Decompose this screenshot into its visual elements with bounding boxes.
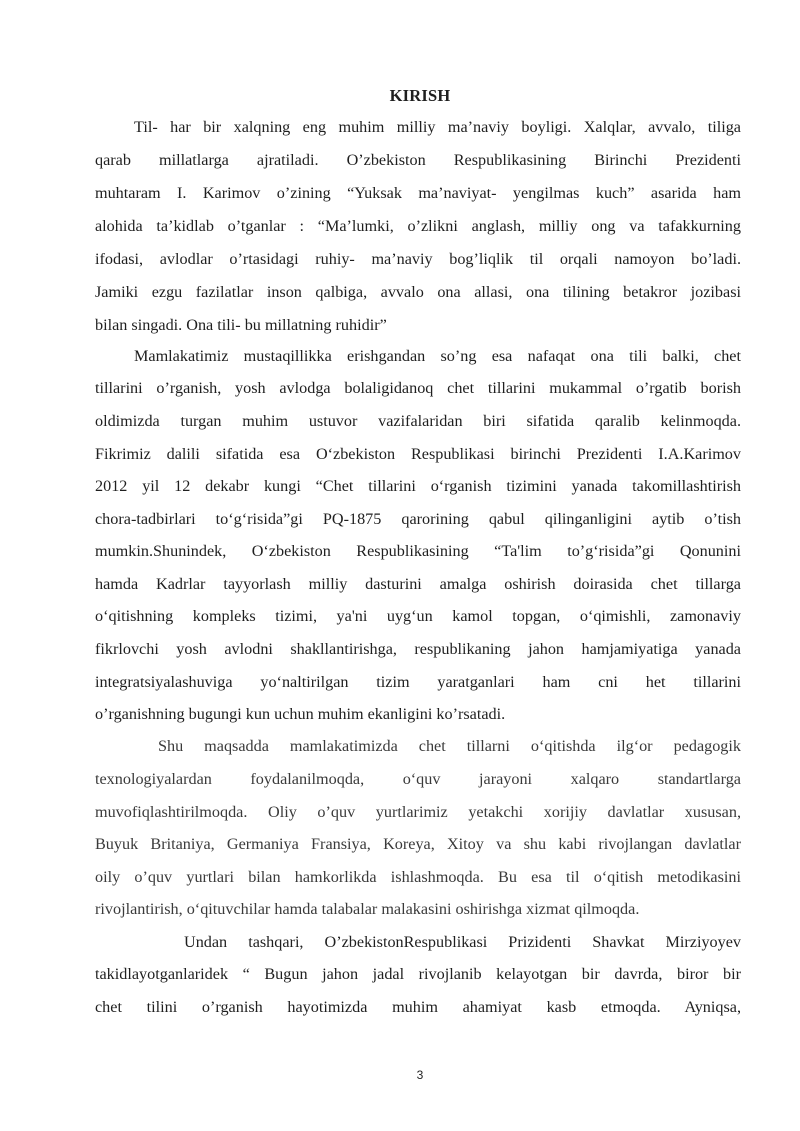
text-line: takidlayotganlaridek “ Bugun jahon jadal rivojlanib kelayotgan bir davrda, biror bir (95, 965, 741, 983)
text-line: rivojlantirish, o‘qituvchilar hamda talabalar malakasini oshirishga xizmat qilmoqda. (95, 900, 640, 918)
text-line: Mamlakatimiz mustaqillikka erishgandan so’ng esa nafaqat ona tili balki, chet (134, 347, 741, 365)
text-line: qarab millatlarga ajratiladi. O’zbekiston Respublikasining Birinchi Prezidenti (95, 151, 741, 169)
page-number: 3 (416, 1068, 424, 1082)
text-line: integratsiyalashuviga yo‘naltirilgan tizim yaratganlari ham cni het tillarini (95, 673, 741, 691)
text-line: bilan singadi. Ona tili- bu millatning ruhidir” (95, 316, 387, 334)
text-line: muhtaram I. Karimov o’zining “Yuksak ma’naviyat- yengilmas kuch” asarida ham (95, 184, 741, 202)
text-line: muvofiqlashtirilmoqda. Oliy o’quv yurtlarimiz yetakchi xorijiy davlatlar xususan, (95, 803, 741, 821)
text-line: Til- har bir xalqning eng muhim milliy ma’naviy boyligi. Xalqlar, avvalo, tiliga (134, 118, 741, 136)
text-line: chet tilini o’rganish hayotimizda muhim ahamiyat kasb etmoqda. Ayniqsa, (95, 998, 741, 1016)
text-line: Shu maqsadda mamlakatimizda chet tillarni o‘qitishda ilg‘or pedagogik (158, 737, 741, 755)
text-line: oily o’quv yurtlari bilan hamkorlikda ishlashmoqda. Bu esa til o‘qitish metodikasini (95, 868, 741, 886)
text-line: Buyuk Britaniya, Germaniya Fransiya, Koreya, Xitoy va shu kabi rivojlangan davlatlar (95, 835, 741, 853)
text-line: o’rganishning bugungi kun uchun muhim ekanligini ko’rsatadi. (95, 705, 506, 723)
text-line: tillarini o’rganish, yosh avlodga bolaligidanoq chet tillarini mukammal o’rgatib borish (95, 379, 741, 397)
text-line: chora-tadbirlari to‘g‘risida”gi PQ-1875 qarorining qabul qilinganligini aytib o’tish (95, 510, 741, 528)
text-line: alohida ta’kidlab o’tganlar : “Ma’lumki, o’zlikni anglash, milliy ong va tafakkurning (95, 217, 741, 235)
text-line: hamda Kadrlar tayyorlash milliy dasturini amalga oshirish doirasida chet tillarga (95, 575, 741, 593)
text-line: mumkin.Shunindek, O‘zbekiston Respublikasining “Ta'lim to’g‘risida”gi Qonunini (95, 542, 741, 560)
text-line: o‘qitishning kompleks tizimi, ya'ni uyg‘un kamol topgan, o‘qimishli, zamonaviy (95, 607, 741, 625)
section-heading: KIRISH (389, 86, 451, 105)
text-line: Jamiki ezgu fazilatlar inson qalbiga, avvalo ona allasi, ona tilining betakror jozibasi (95, 283, 741, 301)
text-line: 2012 yil 12 dekabr kungi “Chet tillarini o‘rganish tizimini yanada takomillashtirish (95, 477, 741, 495)
text-line: Fikrimiz dalili sifatida esa O‘zbekiston Respublikasi birinchi Prezidenti I.A.Karimov (95, 445, 741, 463)
text-line: ifodasi, avlodlar o’rtasidagi ruhiy- ma’naviy bog’liqlik til orqali namoyon bo’ladi. (95, 250, 741, 268)
text-line: Undan tashqari, O’zbekistonRespublikasi Prizidenti Shavkat Mirziyoyev (184, 933, 741, 951)
text-line: texnologiyalardan foydalanilmoqda, o‘quv jarayoni xalqaro standartlarga (95, 770, 741, 788)
text-line: fikrlovchi yosh avlodni shakllantirishga, respublikaning jahon hamjamiyatiga yanada (95, 640, 741, 658)
text-line: oldimizda turgan muhim ustuvor vazifalaridan biri sifatida qaralib kelinmoqda. (95, 412, 741, 430)
